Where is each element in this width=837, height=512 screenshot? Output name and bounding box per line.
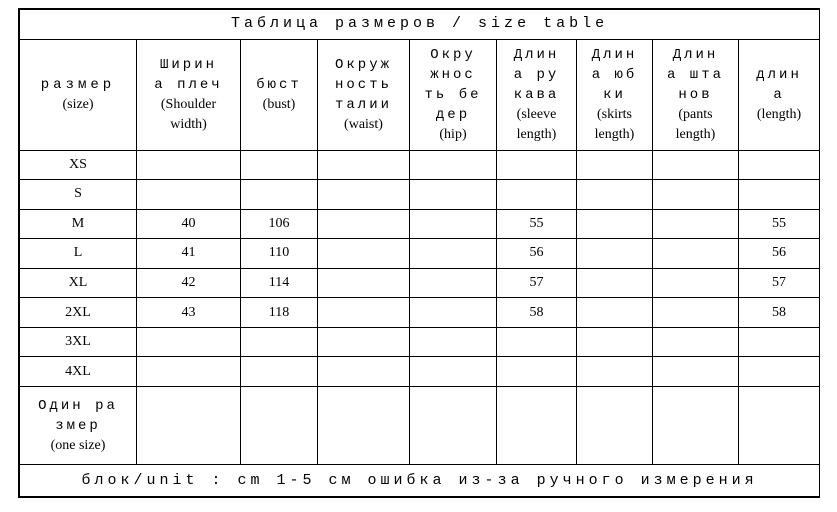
table-cell xyxy=(410,386,497,464)
table-cell xyxy=(241,386,318,464)
table-row xyxy=(20,357,820,387)
table-row-one-size xyxy=(20,386,820,464)
size-label-one-size xyxy=(20,386,137,464)
table-cell: 56 xyxy=(497,239,577,269)
table-cell: 58 xyxy=(739,298,820,328)
table-cell xyxy=(137,327,241,357)
measurement-note: блок/unit : cm 1-5 см ошибка из-за ручного измерения xyxy=(20,465,820,497)
one-size-en: (one size) xyxy=(50,437,106,453)
table-cell xyxy=(653,180,739,210)
one-size-ru: Один ра змер xyxy=(38,397,118,434)
table-cell xyxy=(497,357,577,387)
table-row xyxy=(20,150,820,180)
column-header-hip xyxy=(410,39,497,150)
header-en: (Shoulder width) xyxy=(160,96,217,132)
title-row xyxy=(20,10,820,40)
table-cell xyxy=(739,180,820,210)
table-cell xyxy=(241,357,318,387)
column-header-length xyxy=(739,39,820,150)
size-label: XS xyxy=(20,150,137,180)
table-cell xyxy=(318,209,410,239)
table-cell xyxy=(653,209,739,239)
table-cell xyxy=(318,239,410,269)
table-cell xyxy=(410,239,497,269)
header-ru: Длин а шта нов xyxy=(666,46,724,103)
size-label: XL xyxy=(20,268,137,298)
header-en: (hip) xyxy=(439,126,467,142)
table-cell xyxy=(137,357,241,387)
column-header-pants xyxy=(653,39,739,150)
table-cell xyxy=(137,150,241,180)
table-cell: 55 xyxy=(739,209,820,239)
table-cell xyxy=(653,268,739,298)
table-cell: 57 xyxy=(497,268,577,298)
table-cell xyxy=(318,386,410,464)
header-en: (size) xyxy=(62,96,94,112)
table-cell xyxy=(497,386,577,464)
table-cell xyxy=(653,327,739,357)
table-row xyxy=(20,327,820,357)
size-label: 4XL xyxy=(20,357,137,387)
table-cell xyxy=(739,386,820,464)
table-cell xyxy=(410,180,497,210)
table-cell xyxy=(497,150,577,180)
size-label: L xyxy=(20,239,137,269)
table-cell xyxy=(318,357,410,387)
header-ru: бюст xyxy=(256,76,302,93)
table-cell xyxy=(497,327,577,357)
table-cell xyxy=(653,150,739,180)
table-cell xyxy=(653,386,739,464)
header-en: (sleeve length) xyxy=(516,106,557,142)
table-cell xyxy=(739,327,820,357)
table-cell xyxy=(577,180,653,210)
table-cell: 58 xyxy=(497,298,577,328)
table-title: Таблица размеров / size table xyxy=(20,10,820,40)
column-header-shoulder xyxy=(137,39,241,150)
size-label: 2XL xyxy=(20,298,137,328)
header-en: (length) xyxy=(756,106,802,122)
table-cell xyxy=(653,357,739,387)
size-label: M xyxy=(20,209,137,239)
table-cell xyxy=(653,298,739,328)
table-cell xyxy=(410,327,497,357)
column-header-skirt xyxy=(577,39,653,150)
table-cell xyxy=(577,386,653,464)
table-cell: 57 xyxy=(739,268,820,298)
table-cell xyxy=(241,150,318,180)
table-row xyxy=(20,298,820,328)
header-en: (bust) xyxy=(262,96,296,112)
header-en: (skirts length) xyxy=(594,106,635,142)
table-cell: 110 xyxy=(241,239,318,269)
table-cell xyxy=(577,150,653,180)
table-cell xyxy=(410,357,497,387)
table-cell xyxy=(318,327,410,357)
table-cell xyxy=(410,268,497,298)
table-cell xyxy=(739,150,820,180)
header-ru: длин а xyxy=(756,66,802,103)
table-cell xyxy=(241,327,318,357)
size-chart xyxy=(18,8,820,498)
column-header-size xyxy=(20,39,137,150)
column-header-sleeve xyxy=(497,39,577,150)
table-cell xyxy=(410,209,497,239)
table-cell: 56 xyxy=(739,239,820,269)
table-cell xyxy=(137,386,241,464)
table-cell xyxy=(318,298,410,328)
column-header-waist xyxy=(318,39,410,150)
header-ru: Длин а ру кава xyxy=(513,46,560,103)
table-cell xyxy=(577,268,653,298)
header-ru: размер xyxy=(40,76,116,93)
header-ru: Длин а юб ки xyxy=(591,46,638,103)
header-en: (waist) xyxy=(344,116,383,132)
table-cell xyxy=(318,180,410,210)
table-cell xyxy=(577,239,653,269)
header-ru: Ширин а плеч xyxy=(154,56,223,93)
table-cell: 118 xyxy=(241,298,318,328)
column-header-bust xyxy=(241,39,318,150)
table-cell xyxy=(577,298,653,328)
footer-row xyxy=(20,465,820,497)
header-ru: Окру жнос ть бе дер xyxy=(424,46,482,123)
header-row xyxy=(20,39,820,150)
table-cell: 106 xyxy=(241,209,318,239)
table-cell: 43 xyxy=(137,298,241,328)
table-cell: 114 xyxy=(241,268,318,298)
table-cell: 42 xyxy=(137,268,241,298)
table-cell xyxy=(577,209,653,239)
table-cell: 41 xyxy=(137,239,241,269)
size-label: S xyxy=(20,180,137,210)
table-cell xyxy=(318,268,410,298)
table-cell xyxy=(410,298,497,328)
table-row xyxy=(20,209,820,239)
header-en: (pants length) xyxy=(675,106,716,142)
table-cell xyxy=(577,357,653,387)
table-cell xyxy=(410,150,497,180)
size-label: 3XL xyxy=(20,327,137,357)
table-cell xyxy=(653,239,739,269)
table-cell xyxy=(241,180,318,210)
header-ru: Окруж ность талии xyxy=(334,56,392,113)
table-row xyxy=(20,268,820,298)
table-row xyxy=(20,239,820,269)
table-cell xyxy=(137,180,241,210)
table-cell: 40 xyxy=(137,209,241,239)
table-cell xyxy=(318,150,410,180)
table-row xyxy=(20,180,820,210)
size-table xyxy=(19,9,820,497)
table-cell: 55 xyxy=(497,209,577,239)
table-cell xyxy=(497,180,577,210)
table-cell xyxy=(739,357,820,387)
table-cell xyxy=(577,327,653,357)
